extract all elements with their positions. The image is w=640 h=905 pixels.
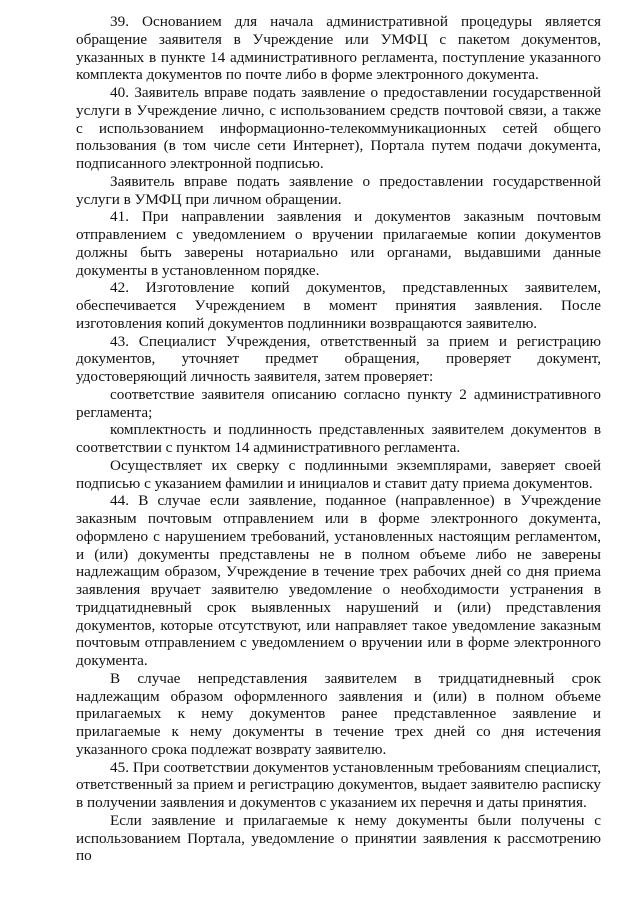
paragraph-42: 42. Изготовление копий документов, представленных заявителем, обеспечивается Учреждением в момент принятия заявления. После изготовления копий документов подлинники возвращаются заявителю. (76, 279, 601, 332)
document-page (76, 13, 601, 865)
paragraph-45-portal: Если заявление и прилагаемые к нему документы были получены с использованием Портала, уведомление о принятии заявления к рассмотрению по (76, 811, 601, 865)
paragraph-44: 44. В случае если заявление, поданное (направленное) в Учреждение заказным почтовым отправлением или в форме электронного документа, оформлено с нарушением требований, установленных настоящим регламентом, и (или) документы представлены не в полном объеме либо не заверены надлежащим образом, Учреждение в течение трех рабочих дней со дня приема заявления вручает заявителю уведомление о необходимости устранения в тридцатидневный срок выявленных нарушений и (или) представления документов, которые отсутствуют, или направляет такое уведомление заказным почтовым отправлением с уведомлением о вручении или в форме электронного документа. (76, 492, 601, 669)
paragraph-41: 41. При направлении заявления и документов заказным почтовым отправлением с уведомлением о вручении прилагаемые копии документов должны быть заверены нотариально или органами, выдавшими данные документы в установленном порядке. (76, 208, 601, 279)
paragraph-44-return: В случае непредставления заявителем в тридцатидневный срок надлежащим образом оформленного заявления и (или) в полном объеме прилагаемых к нему документов ранее представленное заявление и прилагаемые к нему документы в течение трех дней со дня истечения указанного срока подлежат возврату заявителю. (76, 669, 601, 758)
paragraph-40: 40. Заявитель вправе подать заявление о предоставлении государственной услуги в Учреждение лично, с использованием средств почтовой связи, а также с использованием информационно-телекоммуникационных сетей общего пользования (в том числе сети Интернет), Портала путем подачи документа, подписанного электронной подписью. (76, 84, 601, 172)
paragraph-43-check-1: соответствие заявителя описанию согласно пункту 2 административного регламента; (76, 385, 601, 421)
paragraph-43: 43. Специалист Учреждения, ответственный за прием и регистрацию документов, уточняет предмет обращения, проверяет документ, удостоверяющий личность заявителя, затем проверяет: (76, 332, 601, 385)
paragraph-39: 39. Основанием для начала административной процедуры является обращение заявителя в Учреждение или УМФЦ с пакетом документов, указанных в пункте 14 административного регламента, поступление указанного комплекта документов по почте либо в форме электронного документа. (76, 13, 601, 84)
paragraph-43-verification: Осуществляет их сверку с подлинными экземплярами, заверяет своей подписью с указанием фамилии и инициалов и ставит дату приема документов. (76, 456, 601, 492)
paragraph-40-umfc: Заявитель вправе подать заявление о предоставлении государственной услуги в УМФЦ при личном обращении. (76, 172, 601, 208)
paragraph-45: 45. При соответствии документов установленным требованиям специалист, ответственный за прием и регистрацию документов, выдает заявителю расписку в получении заявления и документов с указанием их перечня и даты принятия. (76, 758, 601, 811)
paragraph-43-check-2: комплектность и подлинность представленных заявителем документов в соответствии с пунктом 14 административного регламента. (76, 421, 601, 456)
